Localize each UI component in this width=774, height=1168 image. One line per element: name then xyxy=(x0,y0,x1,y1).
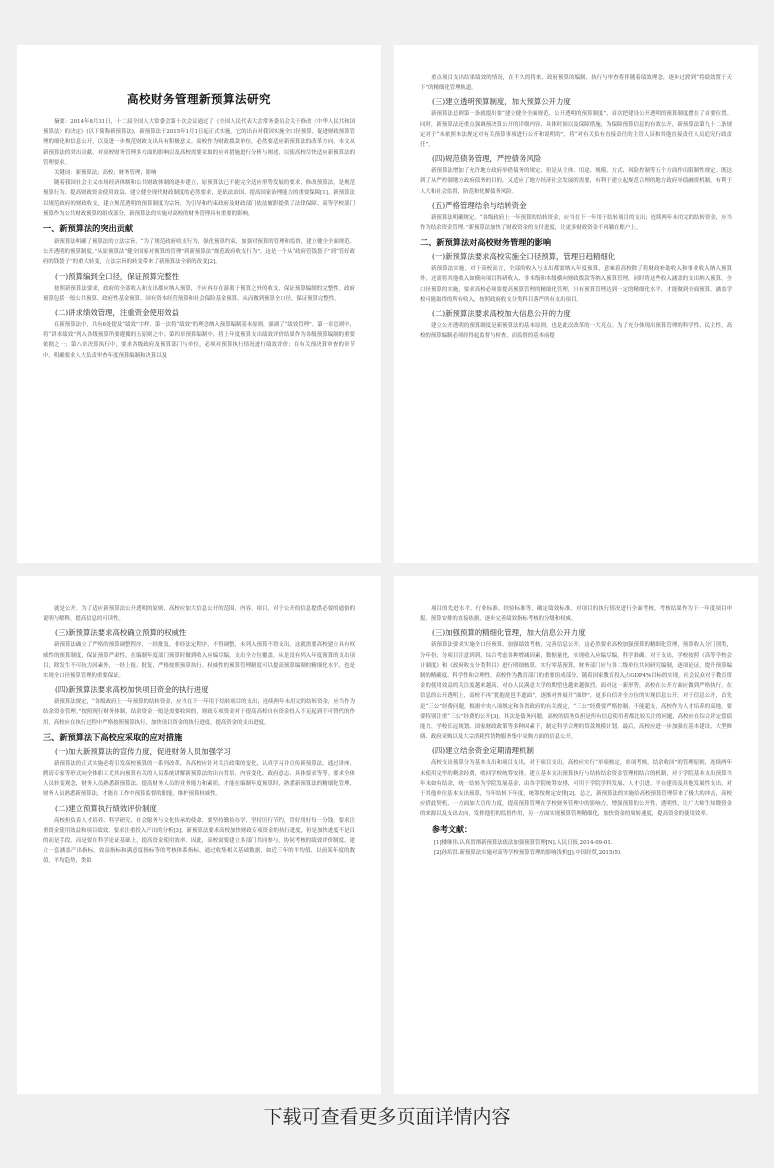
paragraph: 新预算法总则第一条就提出要“建立健全全面规范、公开透明的预算制度”，首次把建设公开透明的预算制度摆在了首要位置。同时，新预算法还重点强调预决算公开的详细内容、具体时间以及保障措施，为保障预算信息的有效公开，新预算法第九十二条规定对于“未依照本法规定对有关预算事项进行公开和说明的”，将“对有关负有直接责任的主管人员和其他直接责任人员追究行政责任”。 xyxy=(420,111,732,149)
paragraph: 新预算法明确了预算法的立法宗旨，“为了规范政府收支行为，强化预算约束，加强对预算的管理和监督，建立健全全面规范、公开透明的预算制度。”从原预算法“健全国家对预算的管理”到新预算法“规范政府收支行为”，这是一个从“政府管钱袋子”到“管好政府的钱袋子”的重大转变，立法宗旨的转变带来了新预算法全新的改变[2]。 xyxy=(43,239,355,266)
subsection-heading: (二)新预算法要求高校加大信息公开的力度 xyxy=(432,309,571,319)
subsection-heading: (一)加大新预算法的宣传力度，促进财务人员加强学习 xyxy=(55,746,231,756)
subsection-heading: (五)严格管理结余与结转资金 xyxy=(432,200,527,210)
subsection-heading: (四)建立结余资金定期清理机制 xyxy=(432,746,534,756)
subsection-heading: (四)新预算法要求高校加快项目资金的执行进度 xyxy=(55,685,209,695)
keywords: 关键词：新预算法；高校；财务管理；影响 xyxy=(54,170,157,177)
section-heading: 二、新预算法对高校财务管理的影响 xyxy=(420,237,552,248)
abstract: 摘要：2014年8月31日，十二届全国人大常委会第十次会议通过了《全国人民代表大会常务委员会关于修改〈中华人民共和国预算法〉的决定》(以下简称新预算法)，新预算法于2015年1月1日起正式实施。它的出台对我国实施全口径预算，促进财政预算管理的细化和信息公开，以及进一步规范财政支出具有积极意义。高校作为财政拨款单位，必然要适应新预算法的改革方向。本文从新预算法的突出贡献，对高校财务管理多方面的影响以及高校需要采取的应对措施进行分析与阐述，以使高校尽快适应新预算法的管理要求。 xyxy=(43,119,355,166)
paragraph: 建立公开透明的预算制度是新预算法的基本原则，也是此次改革的一大亮点。为了充分体现出预算管理的科学性、民主性，高校的预算编制必须经得起监督与检查，而监督的基本前提 xyxy=(420,323,732,340)
paragraph: 新预算法增加了允许地方政府举借债务的规定，但是从主体、用途、规模、方式、风险控制等五个方面作出限制性规定。既达到了从严控制地方政府债务的目的，又适应了地方经济社会发展的需要，有利于建立起规范合理的地方政府举债融资机制，有利于人大和社会监督，防范和化解债务风险。 xyxy=(420,168,732,195)
paragraph: 新预算法实施，对于高校而言，全部的收入与支出都需纳入年度预算，意味着高校除了将财政补助收入和事业收入纳入预算外，还需将其他收入如横向项目科研收入、非本级和本级横向财政拨款等纳入预算管理，同时将这些收入涵盖的支出纳入预算，全口径预算的实施，要求高校必须要提高预算管理的精细化管理，只有预算管理达到一定的精细化水平，才能做到全面预算，涵盖学校可能取得的所有收入，按照政府收支分类科目落严所有支出项目。 xyxy=(420,266,732,303)
references-heading: 参考文献： xyxy=(432,824,472,834)
subsection-heading: (二)建立预算执行绩效评价制度 xyxy=(55,803,157,813)
paragraph: 新预算法明确规定，“各级政府上一年预算的结转资金，应当在下一年用于结转项目的支出；连续两年未用完的结转资金，应当作为结余资金管理。”新预算法加快了财政资金的支付进度，让更多财政资金不再躺在账户上。 xyxy=(420,214,732,232)
subsection-heading: (三)加强预算的精细化管理，加大信息公开力度 xyxy=(432,628,586,638)
subsection-heading: (一)预算编到全口径，保证预算完整性 xyxy=(55,271,180,281)
paragraph: 高校担负着人才培养、科学研究、社会服务与文化传承的使命，要坚持勤俭办学，坚持厉行节约，管好用好每一分钱，要求注重资金使用效益和项目绩效，要求注重投入产出的分析[3]。新预算法要求高校加快财政专项资金的执行进度，但是加快进度不是目的而是手段，而是要在科学论证基础上，提高资金使用效率。因此，高校需要建立多部门共同参与，协同考核的绩效评价制度，建立一套涵盖产出指标，效益指标和满意度指标等的考核体系指标，通过收集相关基础数据，如近三年的平均值、以前某年度的数值，平均趋势，类似 xyxy=(43,817,355,865)
paragraph: 新预算法要求实施全口径预算，加强绩效考核，完善信息公开，这必然要求高校加强预算的精细化管理，预算收入分门别类，分年份，分项目注意到到，综合考虑各种增减因素，数据量化，实现收入应编尽编，科学准确。对于支出，学校按照《高等学校会计制度》和《政府收支分类科目》进行明细核算，实行零基预算，财务部门应与各二级单位共同研究编制，逐项论证，提升预算编制的精确度、科学性和合理性，高校作为教育部门的重要组成部分，随着国家教育投入占GDP4%目标的实现，社会民众对于教育资金的使用效益的关注度越来越高，对办人民满意大学的期望也越来越强烈，面对这一新形势，高校在公开方面应做到严格执行，在信息的公开透明上，高校不再“犹抱琵琶半遮面”，逐渐对外展开“面纱”，更多自信并全方位的实现信息公开。对于信息公开，首先是“三公”经费问题，根据中央八项规定和各省政府的有关规定，“三公”经费要严格控制，不能超支，高校作为人才培养的高地，要要特别注重“三公”经费的公开[3]。其次是债务问题，高校的债务负担是所有信息使用者都比较关注的问题，高校应在综合评定偿债能力，学校长远规划、国家财政政策等多种因素下，制定科学合理的贷款规模计划。最后，高校应进一步加强在基本建设、大型修缮、政府采购以及大宗消耗性货物服务集中采购方面的信息公开。 xyxy=(420,642,732,741)
paragraph: 新预算法规定，“各级政府上一年预算的结转资金，应当在下一年用于结转项目的支出；连续两年未用完的结转资金，应当作为结余资金管理。”按照现行财务体制，结余资金一般是需要收回的，财政专项资金对于提高高校自有资金投入不足起到不可替代的作用，高校应在执行过程中严格按照预算执行，加快项目资金的执行进度，提高资金的支出进度。 xyxy=(43,699,355,726)
paragraph: 按照新预算法要求，政府的全部收入和支出都应纳入预算，不应再存在游离于预算之外的收支，保证预算编制的完整性。政府预算包括一般公共预算、政府性基金预算、国有资本经营预算和社会保险基金预算，从而做到预算全口径，保证预算完整性。 xyxy=(43,285,355,302)
reference-item: [2]孙培洪.新预算法实施对高等学校预算管理的影响浅析[J].中国经贸,2015(5). xyxy=(434,849,622,856)
paragraph: 高校支出预算分为基本支出和项目支出，对于项目支出，高校应实行“单项核定，单项考核，结余收回”的管理原则，连续两年未使用完毕的剩余经费，收回学校统筹安排。建立基本支出预算执行与结转结余资金管理相结合的机制，对于学院基本支出预算当年未如有结余，统一结转为学院发展基金，由各学院统筹安排，可用于学院学科发展、人才引进、平台建设及其他发展性支出，对于其他单位基本支出预算，当年结转下年度，统筹按规定安排[2]。总之，新预算法的实施给高校预算管理带来了极大的冲击，高校应借此契机，一方面加大宣传力度，提高预算管理在学校财务管理中的影响力，增强预算的公开性，透明性，让广大师生知晓资金的来源以及支出去向，发挥他们的监督作用，另一方面实现预算管理精细化，加快资金的周转速度，提高资金的使用效率。 xyxy=(420,760,732,818)
section-heading: 三、新预算法下高校应采取的应对措施 xyxy=(43,731,183,742)
document-page-3 xyxy=(17,576,381,1094)
paragraph: 在新预算法中，共有6处提及“绩效”字样，第一次将“绩效”的理念纳入预算编制基本原则，强调了“绩效管理”。第一章总则中，将“讲求绩效”列入各级预算所要遵循的五原则之中；第四章预算编制中，将上年度预算支出绩效评价结果作为各级预算编制的重要依据之一；第八章决算执行中，要求各级政府及预算部门与单位，必须对预算执行情况进行绩效评价；在有关预决算审查的章节中，明确要求人大负责审查年度预算编制和决算以及 xyxy=(43,322,355,359)
subsection-heading: (三)新预算法要求高校确立预算的权威性 xyxy=(55,628,187,638)
paragraph: 就是公开。为了适应新预算法公开透明的原则，高校应加大信息公开的范围、内容、项目，对于公开的信息提供必要的通俗的说明与解释，提高信息的可读性。 xyxy=(43,606,355,623)
paper-title: 高校财务管理新预算法研究 xyxy=(127,92,271,106)
document-page-1 xyxy=(17,45,381,563)
section-heading: 一、新预算法的突出贡献 xyxy=(43,223,134,234)
document-page-4 xyxy=(394,576,758,1094)
paragraph: 项目的先进水平、行业标准、经验标准等，确定绩效标准，对项目的执行情况进行全面考核，考核结果作为下一年度项目申报、预算安排的直接依据，逐步完善绩效指标考核的分级和权威。 xyxy=(420,606,732,623)
paragraph: 新预算法的正式实施必将引发高校预算的一系列改革，各高校应针对关注政策的变化，认真学习并宣传新预算法，通过讲座、聘请专家等形式向全体职工尤其向预算有关的人员系统讲解新预算法的出台背景、内容变化、政府意志、具体要求等等。要求全体人员转变观念，财务人员熟悉新预算法，提高财务人员的业务能力和素质，才能在编制年度预算时，熟悉新预算法的精细化管理、财务人员熟悉新预算法，才能在工作中预算监督的职能，维护预算权威性。 xyxy=(43,760,355,798)
subsection-heading: (一)新预算法要求高校实施全口径预算，管理日趋精细化 xyxy=(432,252,616,262)
subsection-heading: (二)讲求绩效管理，注重资金使用效益 xyxy=(55,308,180,318)
subsection-heading: (四)规范债务管理，严控债务风险 xyxy=(432,154,542,164)
paragraph: 重点项目支出结果绩效的情况，在不久的将来，政府预算的编制、执行与审查将伴随着绩效理念，逐步过渡到“将绩效置于天下”的精细化管理轨道。 xyxy=(420,75,732,92)
reference-item: [1]楼继伟.认真贯彻新预算法依法加强预算管理[N].人民日报,2014-09-01. xyxy=(434,839,613,846)
download-more-link[interactable]: 下载可查看更多页面详情内容 xyxy=(263,1106,511,1128)
intro-paragraph: 随着我国社会主义市场经济体制和公共财政体制的逐步建立，原预算法已不能完全适应形势发展的要求，修改预算法，是规范预算行为、提高财政资金使用效益、建立健全现代财政制度的必然要求，是依法治国、提高国家治理能力的重要保障[1]。新预算法以规范政府的财政收支，建立规范透明的预算制度为宗旨，为引导和约束政府及财政部门依法履职提供了法律保障。高等学校部门预算作为公共财政预算的组成部分，新预算法的实施对高校的财务管理具有重要的影响。 xyxy=(43,180,355,217)
document-page-2 xyxy=(394,45,758,563)
subsection-heading: (三)建立透明预算制度，加大预算公开力度 xyxy=(432,97,571,107)
paragraph: 新预算法确立了严格的预算调整程序，一经批复，非经法定程序，不得调整，未列入预算不得支出。这就需要高校建立具有权威性的预算制度，保证预算严肃性，在编制年度部门预算时做到收入应编尽编，支出全方位覆盖，从是没有列入年度预算的支出项目，除发生不可抗力因素外，一经上报、批复，严格按照预算执行。权威性的预算管理制度可以提高预算编制的精细化水平，也是实现全口径预算管理的重要保证。 xyxy=(43,642,355,680)
